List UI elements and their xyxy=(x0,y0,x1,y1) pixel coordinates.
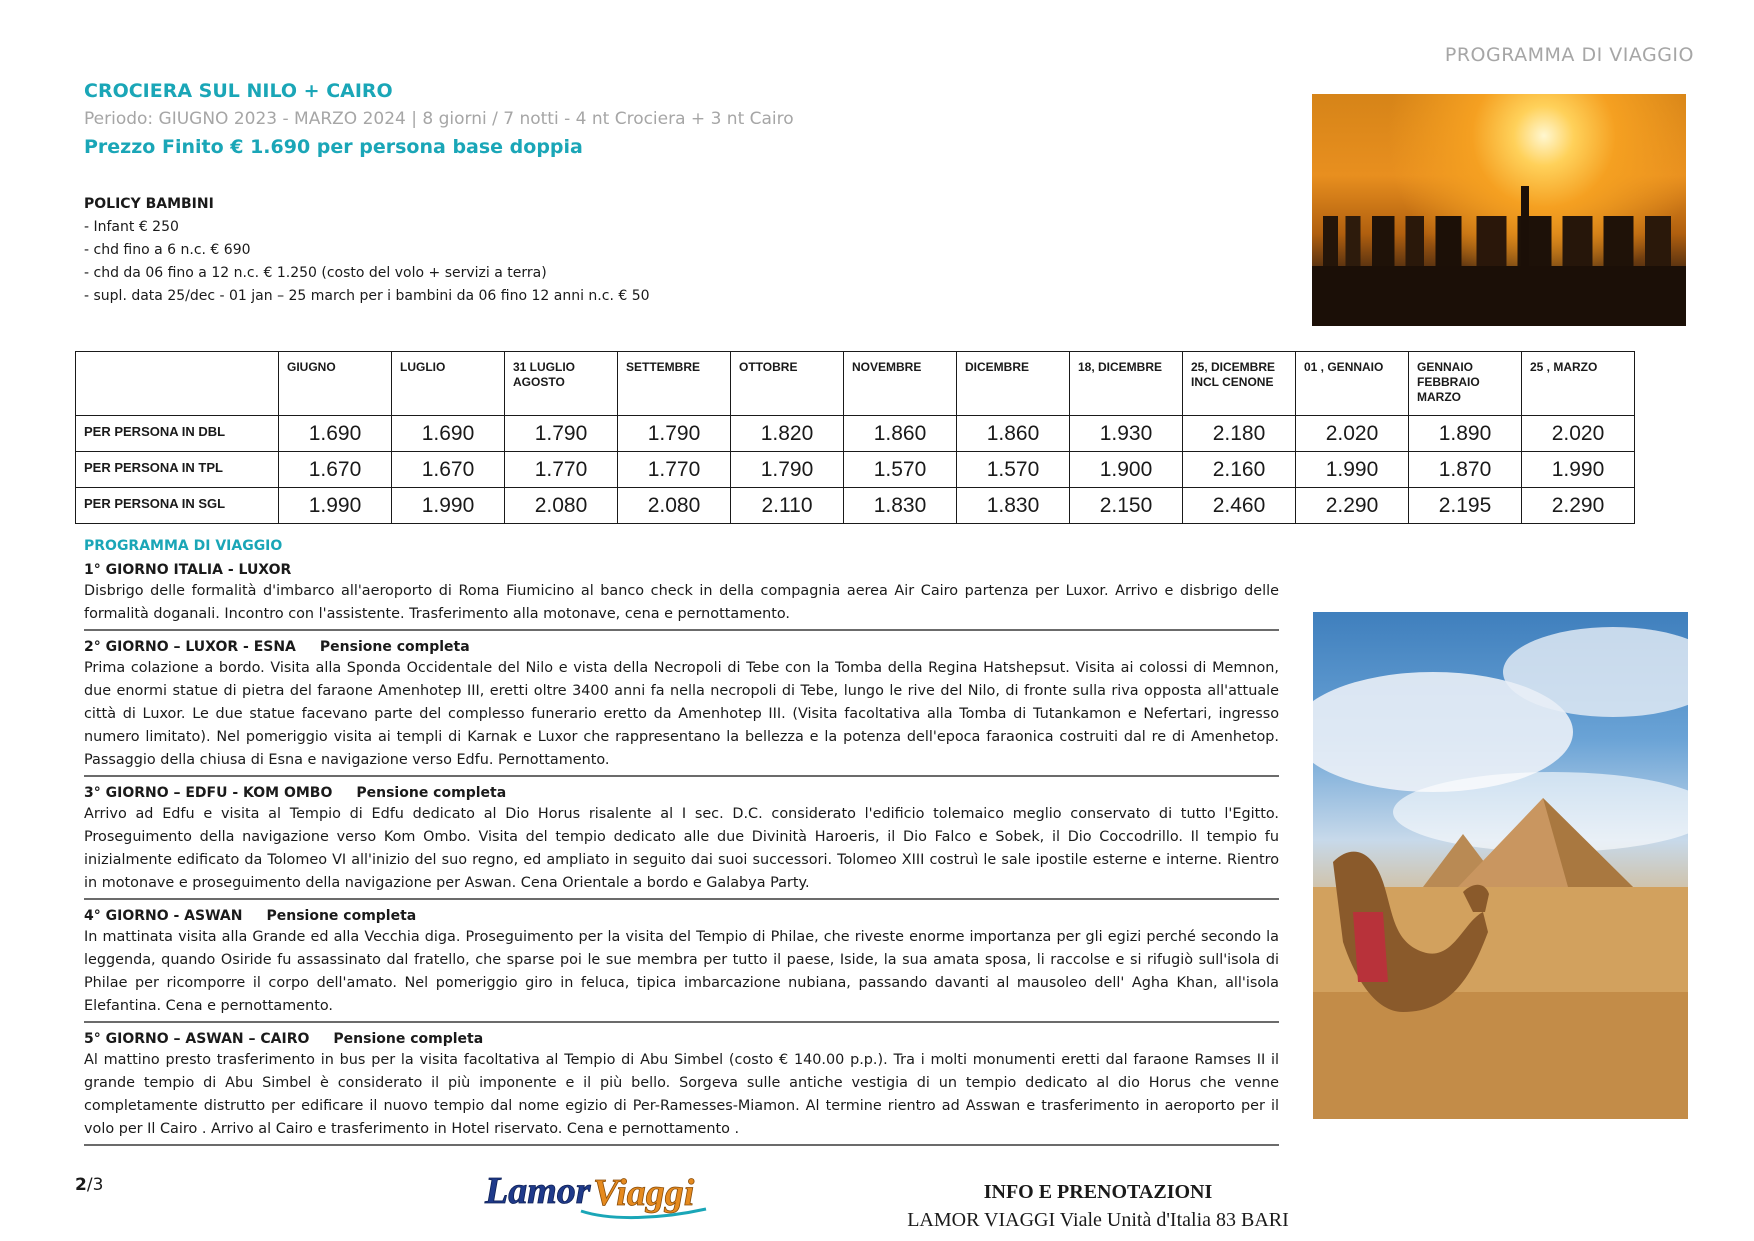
skyline-base-shape xyxy=(1312,266,1686,326)
trip-header xyxy=(84,80,1284,158)
day-title: 1° GIORNO ITALIA - LUXOR xyxy=(84,562,292,578)
price-col-header: NOVEMBRE xyxy=(844,352,957,416)
page-total: /3 xyxy=(86,1175,104,1195)
price-cell: 1.770 xyxy=(505,452,618,488)
day-description: Prima colazione a bordo. Visita alla Sponda Occidentale del Nilo e vista della Necropoli di Tebe con la Tomba della Regina Hatshepsut. Visita ai colossi di Memnon, due enormi statue di pietra del faraone Amenhotep III, eretti oltre 3400 anni fa nella necropoli di Tebe, lungo le rive del Nilo, di fronte sulla riva opposta all'attuale città di Luxor. Le due statue facevano parte del complesso funerario eretto da Amenhotep III. (Visita facoltativa alla Tomba di Tutankamon e Nefertari, ingresso numero limitato). Nel pomeriggio visita ai templi di Karnak e Luxor che rappresentano la bellezza e la potenza dell'epoca faraonica costruiti dal re di Amenhetop. Passaggio della chiusa di Esna e navigazione verso Edfu. Pernottamento. xyxy=(84,660,1279,768)
day-title: 2° GIORNO – LUXOR - ESNA xyxy=(84,639,296,655)
price-cell: 2.020 xyxy=(1296,416,1409,452)
document-label: PROGRAMMA DI VIAGGIO xyxy=(1444,44,1694,66)
contact-title: INFO E PRENOTAZIONI xyxy=(983,1181,1213,1203)
day-heading xyxy=(84,1029,1279,1049)
price-cell: 2.110 xyxy=(731,488,844,524)
child-policy xyxy=(84,193,650,308)
board-basis: Pensione completa xyxy=(319,639,470,655)
page-number xyxy=(75,1175,103,1195)
price-cell: 1.830 xyxy=(957,488,1070,524)
price-col-header: 25 , MARZO xyxy=(1522,352,1635,416)
price-cell: 2.195 xyxy=(1409,488,1522,524)
price-cell: 1.670 xyxy=(279,452,392,488)
price-cell: 1.690 xyxy=(279,416,392,452)
price-cell: 1.930 xyxy=(1070,416,1183,452)
price-row-tpl xyxy=(76,452,1635,488)
price-cell: 1.860 xyxy=(957,416,1070,452)
price-cell: 1.990 xyxy=(1522,452,1635,488)
price-cell: 2.460 xyxy=(1183,488,1296,524)
price-cell: 2.180 xyxy=(1183,416,1296,452)
day-heading xyxy=(84,906,1279,926)
price-col-header: 31 LUGLIO AGOSTO xyxy=(505,352,618,416)
price-table-header-row xyxy=(76,352,1635,416)
day-heading xyxy=(84,637,1279,657)
contact-info xyxy=(893,1178,1303,1234)
price-cell: 2.020 xyxy=(1522,416,1635,452)
day-description: Arrivo ad Edfu e visita al Tempio di Edfu dedicato al Dio Horus risalente al I sec. D.C. considerato l'edificio tolemaico meglio conservato di tutto l'Egitto. Proseguimento della navigazione verso Kom Ombo. Visita del tempio dedicato alle due Divinità Haroeris, il Dio Falco e Sobek, il Dio Coccodrillo. Il tempio fu inizialmente edificato da Tolomeo VI all'inizio del suo regno, ed ampliato in seguito dai suoi successori. Tolomeo XIII costruì le sale ipostile esterne e interne. Rientro in motonave e proseguimento della navigazione per Aswan. Cena Orientale a bordo e Galabya Party. xyxy=(84,806,1279,891)
price-cell: 1.990 xyxy=(279,488,392,524)
price-col-header: DICEMBRE xyxy=(957,352,1070,416)
price-cell: 1.790 xyxy=(731,452,844,488)
price-cell: 1.790 xyxy=(618,416,731,452)
child-policy-item: - Infant € 250 xyxy=(84,219,179,235)
trip-title: CROCIERA SUL NILO + CAIRO xyxy=(84,80,393,102)
itinerary-title: PROGRAMMA DI VIAGGIO xyxy=(84,538,283,554)
price-cell: 1.860 xyxy=(844,416,957,452)
price-col-header: GIUGNO xyxy=(279,352,392,416)
price-cell: 1.990 xyxy=(1296,452,1409,488)
day-title: 5° GIORNO – ASWAN – CAIRO xyxy=(84,1031,310,1047)
price-cell: 2.080 xyxy=(505,488,618,524)
price-cell: 1.570 xyxy=(957,452,1070,488)
price-row-label: PER PERSONA IN SGL xyxy=(76,488,279,524)
itinerary-day xyxy=(84,783,1279,900)
price-col-header: SETTEMBRE xyxy=(618,352,731,416)
price-col-header: OTTOBRE xyxy=(731,352,844,416)
price-row-sgl xyxy=(76,488,1635,524)
price-cell: 1.890 xyxy=(1409,416,1522,452)
day-heading xyxy=(84,560,1279,580)
price-cell: 1.570 xyxy=(844,452,957,488)
price-cell: 1.790 xyxy=(505,416,618,452)
price-cell: 2.290 xyxy=(1296,488,1409,524)
price-cell: 1.830 xyxy=(844,488,957,524)
pyramids-camel-illustration xyxy=(1313,612,1688,1119)
price-cell: 2.290 xyxy=(1522,488,1635,524)
page-current: 2 xyxy=(75,1175,87,1195)
minaret-shape xyxy=(1521,186,1529,266)
price-row-dbl xyxy=(76,416,1635,452)
svg-text:Viaggi: Viaggi xyxy=(593,1172,695,1214)
price-row-label: PER PERSONA IN DBL xyxy=(76,416,279,452)
lamor-viaggi-logo xyxy=(481,1161,721,1221)
day-title: 3° GIORNO – EDFU - KOM OMBO xyxy=(84,785,333,801)
cairo-sunset-photo xyxy=(1312,94,1686,326)
day-description: Al mattino presto trasferimento in bus per la visita facoltativa al Tempio di Abu Simbel (costo € 140.00 p.p.). Tra i molti monumenti eretti dal faraone Ramses II il grande tempio di Abu Simbel è considerato il più imponente e il più bello. Sorgeva sulle antiche vestigia di un tempio dedicato al dio Horus che venne completamente distrutto per edificare il nuovo tempio dal nome egizio di Per-Ramesses-Miamon. Al termine rientro ad Asswan e trasferimento in aeroporto per il volo per Il Cairo . Arrivo al Cairo e trasferimento in Hotel riservato. Cena e pernottamento . xyxy=(84,1052,1279,1137)
board-basis: Pensione completa xyxy=(266,908,417,924)
itinerary xyxy=(84,538,1279,1152)
trip-period: Periodo: GIUGNO 2023 - MARZO 2024 | 8 giorni / 7 notti - 4 nt Crociera + 3 nt Cairo xyxy=(84,109,794,129)
price-cell: 1.820 xyxy=(731,416,844,452)
contact-address: LAMOR VIAGGI Viale Unità d'Italia 83 BARI xyxy=(907,1209,1289,1231)
price-cell: 1.670 xyxy=(392,452,505,488)
price-cell: 2.150 xyxy=(1070,488,1183,524)
price-table xyxy=(75,351,1635,524)
pyramids-camel-photo xyxy=(1313,612,1688,1119)
trip-price: Prezzo Finito € 1.690 per persona base doppia xyxy=(84,136,583,158)
day-description: In mattinata visita alla Grande ed alla Vecchia diga. Proseguimento per la visita del Tempio di Philae, che riveste enorme importanza per gli egizi perché secondo la leggenda, quando Osiride fu assassinato dal fratello, che sparse poi le sue membra per tutto il paese, Iside, la sua amata sposa, li raccolse e si rifugiò sull'isola di Philae per ricomporre il corpo dell'amato. Nel pomeriggio giro in feluca, tipica imbarcazione nubiana, passando davanti al mausoleo dell' Agha Khan, all'isola Elefantina. Cena e pernottamento. xyxy=(84,929,1279,1014)
price-col-header: 18, DICEMBRE xyxy=(1070,352,1183,416)
price-cell: 2.160 xyxy=(1183,452,1296,488)
price-cell: 1.900 xyxy=(1070,452,1183,488)
price-col-header: 25, DICEMBRE INCL CENONE xyxy=(1183,352,1296,416)
day-title: 4° GIORNO - ASWAN xyxy=(84,908,243,924)
itinerary-day xyxy=(84,637,1279,777)
svg-text:Lamor: Lamor xyxy=(485,1170,591,1212)
price-cell: 1.690 xyxy=(392,416,505,452)
price-row-label: PER PERSONA IN TPL xyxy=(76,452,279,488)
price-col-header: LUGLIO xyxy=(392,352,505,416)
price-col-header: GENNAIO FEBBRAIO MARZO xyxy=(1409,352,1522,416)
itinerary-day xyxy=(84,1029,1279,1146)
day-heading xyxy=(84,783,1279,803)
child-policy-item: - chd da 06 fino a 12 n.c. € 1.250 (costo del volo + servizi a terra) xyxy=(84,265,547,281)
board-basis: Pensione completa xyxy=(356,785,507,801)
itinerary-day xyxy=(84,906,1279,1023)
price-table-corner xyxy=(76,352,279,416)
price-cell: 1.990 xyxy=(392,488,505,524)
price-col-header: 01 , GENNAIO xyxy=(1296,352,1409,416)
day-description: Disbrigo delle formalità d'imbarco all'aeroporto di Roma Fiumicino al banco check in della compagnia aerea Air Cairo partenza per Luxor. Arrivo e disbrigo delle formalità doganali. Incontro con l'assistente. Trasferimento alla motonave, cena e pernottamento. xyxy=(84,583,1279,622)
child-policy-item: - supl. data 25/dec - 01 jan – 25 march per i bambini da 06 fino 12 anni n.c. € 50 xyxy=(84,288,650,304)
price-cell: 1.870 xyxy=(1409,452,1522,488)
board-basis: Pensione completa xyxy=(333,1031,484,1047)
price-cell: 2.080 xyxy=(618,488,731,524)
child-policy-title: POLICY BAMBINI xyxy=(84,196,214,212)
child-policy-item: - chd fino a 6 n.c. € 690 xyxy=(84,242,251,258)
itinerary-day xyxy=(84,560,1279,631)
price-cell: 1.770 xyxy=(618,452,731,488)
